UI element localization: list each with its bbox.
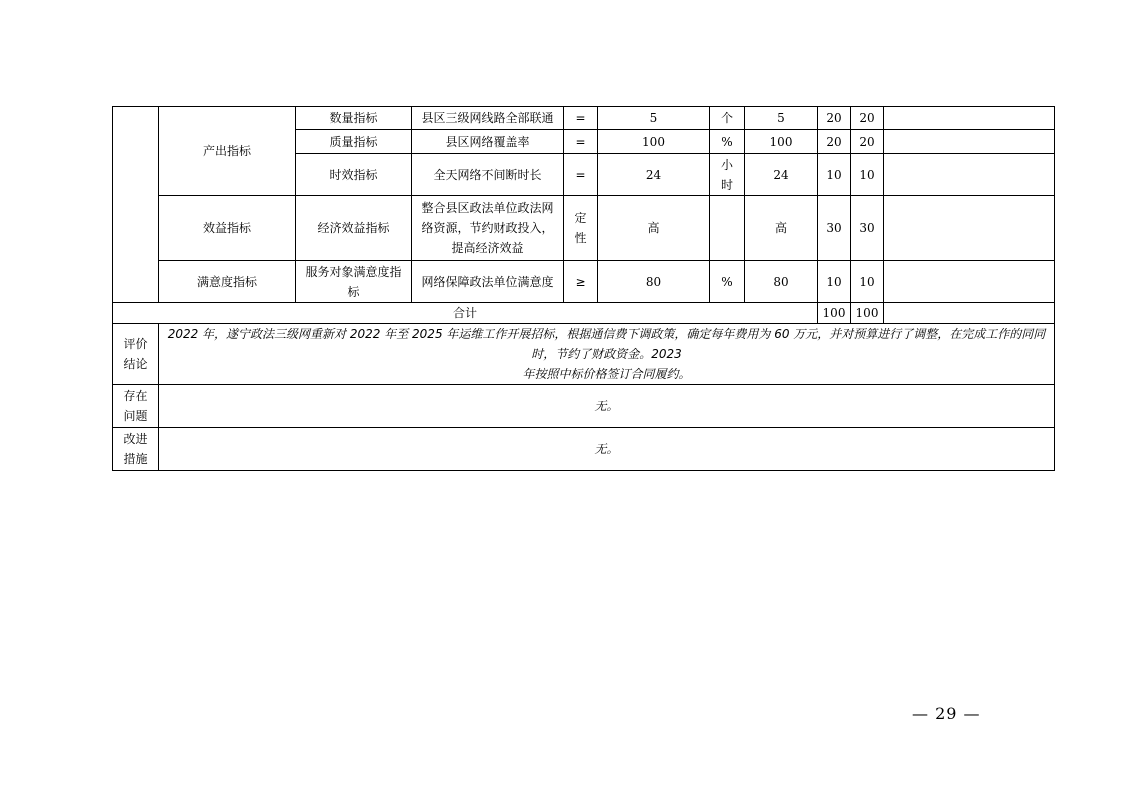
label-line: 问题: [123, 409, 148, 423]
target-value-cell: 100: [598, 130, 710, 154]
operator-cell: =: [564, 130, 598, 154]
category-cell: 满意度指标: [159, 261, 296, 303]
score-cell: 20: [851, 107, 884, 130]
unit-cell: 个: [710, 107, 745, 130]
score-cell: 30: [851, 196, 884, 261]
indicator-cell: [412, 196, 564, 261]
conclusion-row: [113, 324, 1055, 385]
score-cell: 10: [851, 154, 884, 196]
unit-cell: [710, 154, 745, 196]
target-value-cell: 高: [598, 196, 710, 261]
indicator-line: 络资源，节约财政投入，: [421, 221, 554, 235]
indicator-line: 整合县区政法单位政法网: [421, 201, 554, 215]
indicator-line: 提高经济效益: [451, 241, 524, 255]
note-line: 年按照中标价格签订合同履约。: [522, 367, 691, 381]
table-row: [113, 107, 1055, 130]
problems-label: [113, 385, 159, 428]
actual-value-cell: 5: [745, 107, 818, 130]
label-line: 结论: [123, 357, 148, 371]
unit-cell: %: [710, 261, 745, 303]
page-number: — 29 —: [912, 704, 981, 723]
remarks-cell: [884, 130, 1055, 154]
weight-cell: 20: [818, 130, 851, 154]
improvements-row: [113, 428, 1055, 471]
total-label-cell: 合计: [113, 303, 818, 324]
sub-indicator-cell: 数量指标: [296, 107, 412, 130]
actual-value-cell: 100: [745, 130, 818, 154]
conclusion-label: [113, 324, 159, 385]
label-line: 存在: [123, 389, 148, 403]
performance-table: [112, 106, 1055, 471]
indicator-cell: 全天网络不间断时长: [412, 154, 564, 196]
operator-line: 定: [574, 211, 587, 225]
problems-text: 无。: [159, 385, 1055, 428]
sub-indicator-line: 服务对象满意度指: [305, 264, 402, 279]
weight-cell: 30: [818, 196, 851, 261]
improvements-label: [113, 428, 159, 471]
target-value-cell: 80: [598, 261, 710, 303]
remarks-cell: [884, 107, 1055, 130]
table-row: [113, 196, 1055, 261]
actual-value-cell: 24: [745, 154, 818, 196]
actual-value-cell: 80: [745, 261, 818, 303]
sub-indicator-line: 标: [347, 284, 360, 299]
weight-cell: 10: [818, 154, 851, 196]
remarks-cell: [884, 261, 1055, 303]
label-line: 改进: [123, 432, 148, 446]
unit-cell: %: [710, 130, 745, 154]
remarks-cell: [884, 303, 1055, 324]
weight-cell: 10: [818, 261, 851, 303]
target-value-cell: 24: [598, 154, 710, 196]
conclusion-text: [159, 324, 1055, 385]
category-cell: 效益指标: [159, 196, 296, 261]
category-cell: 产出指标: [159, 107, 296, 196]
sub-indicator-cell: 质量指标: [296, 130, 412, 154]
label-line: 评价: [123, 337, 148, 351]
sub-indicator-cell: [296, 261, 412, 303]
remarks-cell: [884, 196, 1055, 261]
label-line: 措施: [123, 452, 148, 466]
total-score-cell: 100: [851, 303, 884, 324]
actual-value-cell: 高: [745, 196, 818, 261]
sub-indicator-cell: 经济效益指标: [296, 196, 412, 261]
unit-cell: [710, 196, 745, 261]
operator-line: 性: [574, 231, 587, 245]
total-weight-cell: 100: [818, 303, 851, 324]
operator-cell: =: [564, 154, 598, 196]
indicator-cell: 县区三级网线路全部联通: [412, 107, 564, 130]
score-cell: 20: [851, 130, 884, 154]
operator-cell: ≥: [564, 261, 598, 303]
sub-indicator-cell: 时效指标: [296, 154, 412, 196]
score-cell: 10: [851, 261, 884, 303]
table-row: [113, 261, 1055, 303]
improvements-text: 无。: [159, 428, 1055, 471]
target-value-cell: 5: [598, 107, 710, 130]
remarks-cell: [884, 154, 1055, 196]
blank-first-column-cell: [113, 107, 159, 303]
total-row: [113, 303, 1055, 324]
operator-cell: =: [564, 107, 598, 130]
indicator-cell: 网络保障政法单位满意度: [412, 261, 564, 303]
unit-line: 时: [720, 177, 733, 192]
indicator-cell: 县区网络覆盖率: [412, 130, 564, 154]
weight-cell: 20: [818, 107, 851, 130]
problems-row: [113, 385, 1055, 428]
operator-cell: [564, 196, 598, 261]
unit-line: 小: [720, 157, 733, 172]
note-line: 2022 年，遂宁政法三级网重新对 2022 年至 2025 年运维工作开展招标，根据通信费下调政策，确定每年费用为 60 万元，并对预算进行了调整，在完成工作的同同时，节约了财政资金。2023: [167, 327, 1046, 361]
